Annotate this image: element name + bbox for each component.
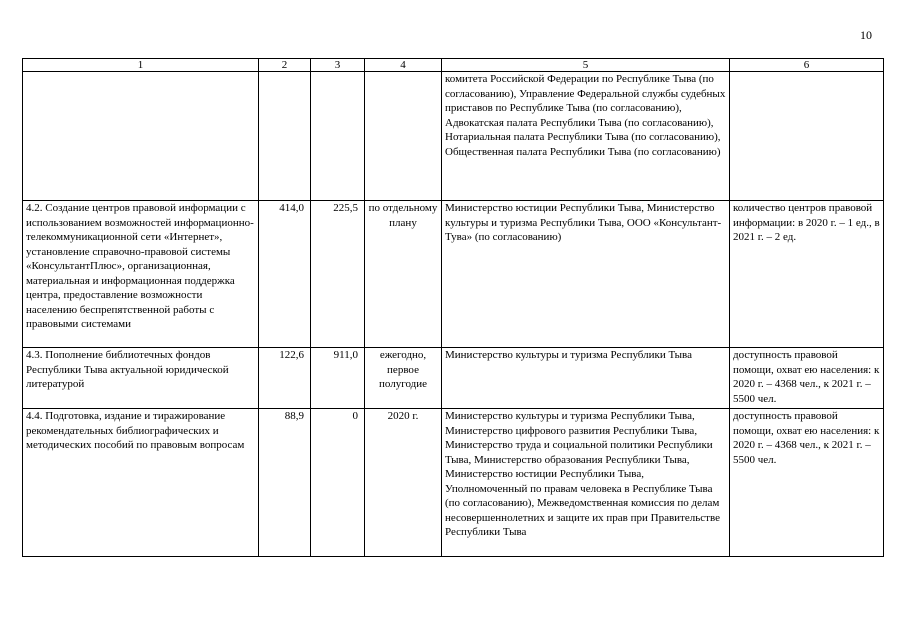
amount-2020-cell: 122,6 <box>259 348 311 409</box>
amount-2021-cell: 911,0 <box>311 348 365 409</box>
column-header: 4 <box>365 59 442 72</box>
column-header: 5 <box>442 59 730 72</box>
deadline-cell <box>365 72 442 201</box>
result-cell: доступность правовой помощи, охват ею населения: к 2020 г. – 4368 чел., к 2021 г. – 5500 чел. <box>730 409 884 557</box>
deadline-cell: ежегодно, первое полугодие <box>365 348 442 409</box>
column-header: 2 <box>259 59 311 72</box>
table-header-row <box>23 59 884 72</box>
deadline-cell: по отдельному плану <box>365 201 442 348</box>
table-row <box>23 348 884 409</box>
column-header: 1 <box>23 59 259 72</box>
amount-2020-cell <box>259 72 311 201</box>
amount-2020-cell: 414,0 <box>259 201 311 348</box>
measure-name-cell: 4.3. Пополнение библиотечных фондов Республики Тыва актуальной юридической литературой <box>23 348 259 409</box>
result-cell: количество центров правовой информации: в 2020 г. – 1 ед., в 2021 г. – 2 ед. <box>730 201 884 348</box>
result-cell <box>730 72 884 201</box>
measures-table <box>22 58 884 557</box>
table-row <box>23 201 884 348</box>
measure-name-cell: 4.2. Создание центров правовой информации с использованием возможностей информационно-телекоммуникационной сети «Интернет», установление справочно-правовой системы «КонсультантПлюс», организационная, материальная и информационная поддержка центра, предоставление возможности населению беспрепятственной работы с правовыми системами <box>23 201 259 348</box>
page-number: 10 <box>860 28 872 42</box>
result-cell: доступность правовой помощи, охват ею населения: к 2020 г. – 4368 чел., к 2021 г. – 5500 чел. <box>730 348 884 409</box>
table-row <box>23 72 884 201</box>
responsible-cell: Министерство культуры и туризма Республики Тыва <box>442 348 730 409</box>
amount-2021-cell: 225,5 <box>311 201 365 348</box>
responsible-cell: комитета Российской Федерации по Республике Тыва (по согласованию), Управление Федеральной службы судебных приставов по Республике Тыва (по согласованию), Адвокатская палата Республики Тыва (по согласованию), Нотариальная палата Республики Тыва (по согласованию), Общественная палата Республики Тыва (по согласованию) <box>442 72 730 201</box>
amount-2021-cell: 0 <box>311 409 365 557</box>
measure-name-cell <box>23 72 259 201</box>
responsible-cell: Министерство культуры и туризма Республики Тыва, Министерство цифрового развития Республики Тыва, Министерство труда и социальной политики Республики Тыва, Министерство образования Республики Тыва, Министерство юстиции Республики Тыва, Уполномоченный по правам человека в Республике Тыва (по согласованию), Межведомственная комиссия по делам несовершеннолетних и защите их прав при Правительстве Республики Тыва <box>442 409 730 557</box>
deadline-cell: 2020 г. <box>365 409 442 557</box>
table-row <box>23 409 884 557</box>
responsible-cell: Министерство юстиции Республики Тыва, Министерство культуры и туризма Республики Тыва, ООО «Консультант-Тува» (по согласованию) <box>442 201 730 348</box>
measure-name-cell: 4.4. Подготовка, издание и тиражирование рекомендательных библиографических и методических пособий по правовым вопросам <box>23 409 259 557</box>
column-header: 3 <box>311 59 365 72</box>
column-header: 6 <box>730 59 884 72</box>
amount-2020-cell: 88,9 <box>259 409 311 557</box>
amount-2021-cell <box>311 72 365 201</box>
